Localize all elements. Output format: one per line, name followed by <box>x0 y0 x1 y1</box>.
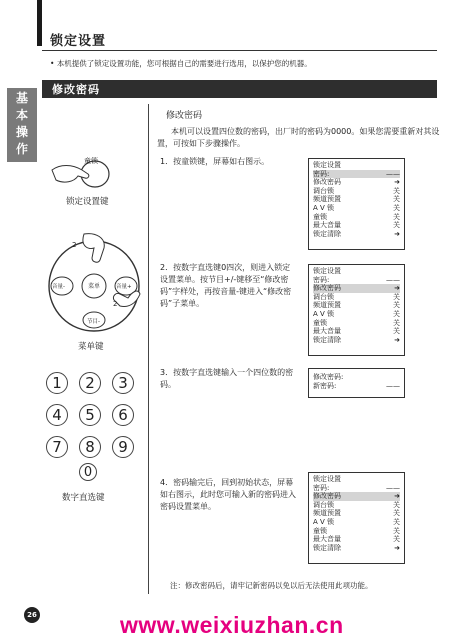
page-number: 26 <box>24 607 40 623</box>
menu-key-caption: 菜单键 <box>78 342 104 352</box>
volume-down-label: 音量- <box>52 284 65 290</box>
digit-2-key: 2 <box>79 372 101 394</box>
lock-key-label: 童锁 <box>84 157 98 165</box>
footer-note: 注：修改密码后，请牢记新密码以免以后无法使用此项功能。 <box>170 581 373 590</box>
subsection-heading: 修改密码 <box>166 111 203 121</box>
step-4-text: 4．密码输完后，回到初始状态，屏幕如右图示，此时您可输入新的密码进入密码设置菜单。 <box>160 478 296 511</box>
menu-screen-2: 锁定设置 密码: —— 修改密码 ➜ 调台锁 关 频道预置 关 A V 锁 关 童锁 关 最大音量 关 锁定清除 ➜ <box>308 264 405 356</box>
lock-key-caption: 锁定设置键 <box>66 197 109 207</box>
sidebar-label: 基 本 操 作 <box>15 91 28 156</box>
section-banner-title: 修改密码 <box>52 83 100 96</box>
digit-1-key: 1 <box>46 372 68 394</box>
page-title: 锁定设置 <box>50 34 107 49</box>
section-intro: 本机可以设置四位数的密码，出厂时的密码为0000。如果您需要重新对其设置，可按如下步骤操作。 <box>157 127 440 148</box>
digit-8-key: 8 <box>79 436 101 458</box>
column-divider <box>148 104 149 594</box>
digit-0-key: 0 <box>79 463 97 481</box>
step-2-text: 2．按数字直选键0四次，则进入锁定设置菜单。按节目+/-键移至“修改密码”字样处，再按音量-键进入“修改密码”子菜单。 <box>160 263 292 308</box>
header-divider <box>42 50 437 51</box>
callout-step-2: 2 <box>113 300 118 308</box>
section-banner <box>42 80 437 98</box>
digit-5-key: 5 <box>79 404 101 426</box>
digit-3-key: 3 <box>112 372 134 394</box>
digit-9-key: 9 <box>112 436 134 458</box>
menu-screen-1: 锁定设置 密码: —— 修改密码 ➜ 调台锁 关 频道预置 关 A V 锁 关 童锁 关 最大音量 关 锁定清除 ➜ <box>308 158 405 250</box>
digit-6-key: 6 <box>112 404 134 426</box>
callout-step-2: 2 <box>72 241 77 249</box>
keypad-caption: 数字直选键 <box>62 493 105 503</box>
menu-screen-3: 修改密码: 新密码: —— <box>308 368 405 398</box>
menu-button-label: 菜单 <box>88 283 101 290</box>
digit-7-key: 7 <box>46 436 68 458</box>
volume-up-label: 音量+ <box>116 284 132 290</box>
intro-text: • 本机提供了锁定设置功能，您可根据自己的需要进行选用，以保护您的机器。 <box>50 59 312 68</box>
header-accent-bar <box>37 0 42 46</box>
step-3-text: 3．按数字直选键输入一个四位数的密码。 <box>160 368 294 389</box>
step-1-text: 1．按童锁键，屏幕如右图示。 <box>160 157 270 166</box>
watermark: www.weixiuzhan.cn <box>120 612 344 638</box>
digit-4-key: 4 <box>46 404 68 426</box>
channel-down-label: 节目- <box>87 319 100 325</box>
menu-screen-4: 锁定设置 密码: —— 修改密码 ➜ 调台锁 关 频道预置 关 A V 锁 关 童锁 关 最大音量 关 锁定清除 ➜ <box>308 472 405 564</box>
